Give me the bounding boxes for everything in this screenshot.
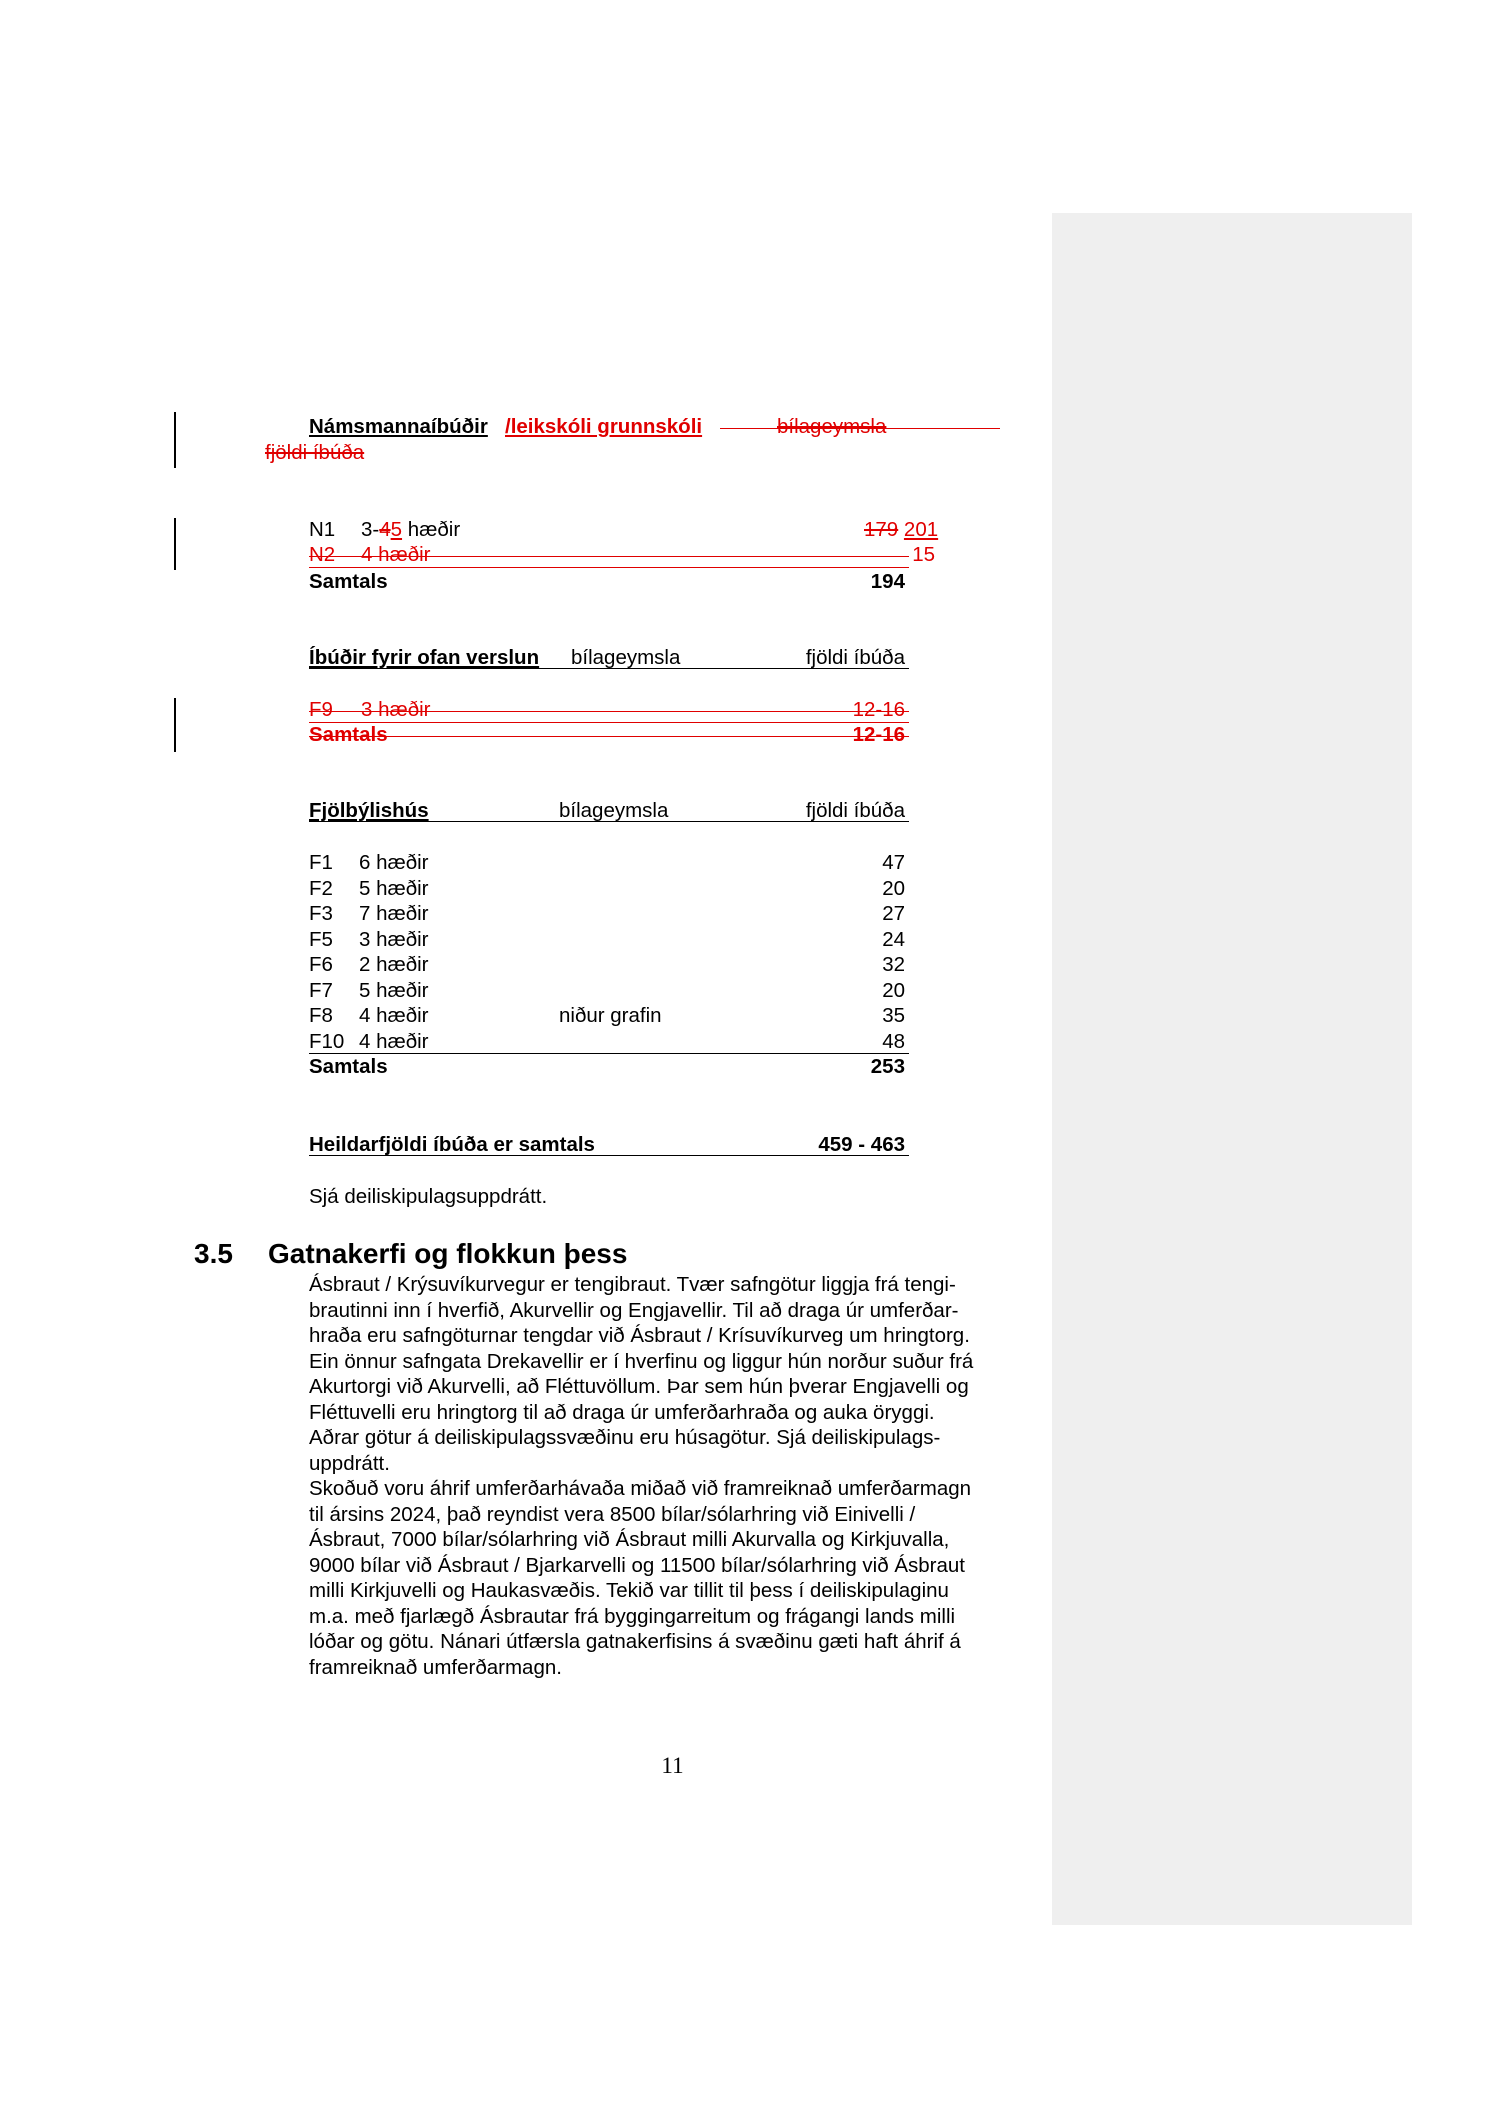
- row-count: [864, 517, 938, 543]
- table-row: [309, 876, 909, 902]
- student-housing-count-deleted: fjöldi íbúða: [265, 441, 365, 464]
- row-floors: 5 hæðir: [359, 978, 429, 1002]
- row-strike: [309, 556, 909, 557]
- table-total: [309, 569, 909, 595]
- table-row: [309, 850, 909, 876]
- section-paragraph-1: [309, 1272, 1039, 1476]
- row-count: 20: [882, 876, 905, 900]
- row-count: 12-16: [852, 698, 905, 721]
- row-floors: 7 hæðir: [359, 902, 429, 925]
- row-id: F2: [309, 876, 333, 900]
- row-floors: 3 hæðir: [361, 698, 431, 721]
- col-parking: bílageymsla: [559, 799, 669, 822]
- row-id: N1: [309, 518, 336, 541]
- table-row: [309, 1003, 909, 1029]
- row-id: F8: [309, 1004, 333, 1027]
- section-paragraph-2: [309, 1476, 1039, 1680]
- row-floors: 5 hæðir: [359, 876, 429, 900]
- row-floors: 6 hæðir: [359, 851, 429, 874]
- row-id: F1: [309, 851, 333, 874]
- paragraph-line: hraða eru safngöturnar tengdar við Ásbraut / Krísuvíkurveg um hringtorg.: [309, 1324, 970, 1347]
- row-id: F3: [309, 902, 333, 925]
- paragraph-line: 9000 bílar við Ásbraut / Bjarkarvelli og 11500 bílar/sólarhring við Ásbraut: [309, 1553, 965, 1577]
- paragraph-line: m.a. með fjarlægð Ásbrautar frá byggingarreitum og frágangi lands milli: [309, 1604, 956, 1628]
- count-inserted: 201: [903, 518, 939, 541]
- row-underline: [309, 567, 909, 568]
- row-count: 20: [882, 978, 905, 1002]
- table-row: [309, 517, 1009, 543]
- paragraph-line: brautinni inn í hverfið, Akurvellir og Engjavellir. Til að draga úr umferðar-: [309, 1298, 959, 1322]
- student-housing-parking-deleted: bílageymsla: [777, 415, 887, 438]
- header-underline: [309, 668, 909, 669]
- row-count: 15: [912, 543, 935, 566]
- paragraph-line: Fléttuvelli eru hringtorg til að draga úr umferðarhraða og auka öryggi.: [309, 1400, 935, 1424]
- row-floors: 4 hæðir: [359, 1029, 429, 1053]
- total-value: 12-16: [852, 723, 905, 746]
- row-id: F6: [309, 953, 333, 976]
- total-label: Samtals: [309, 1055, 388, 1078]
- row-count: 24: [882, 927, 905, 951]
- row-count: 48: [882, 1029, 905, 1053]
- row-id: F5: [309, 927, 333, 951]
- page-number: 11: [661, 1753, 684, 1778]
- row-strike: [309, 736, 909, 737]
- paragraph-line: framreiknað umferðarmagn.: [309, 1655, 562, 1679]
- floors-deleted: 4: [379, 518, 391, 541]
- table-row: [309, 927, 909, 953]
- row-floors: 4 hæðir: [361, 543, 431, 566]
- total-label: Samtals: [309, 570, 388, 593]
- table-row: [309, 978, 909, 1004]
- paragraph-line: Ásbraut / Krýsuvíkurvegur er tengibraut. Tvær safngötur liggja frá tengi-: [309, 1273, 956, 1296]
- table-row-deleted: [309, 542, 1009, 568]
- grand-total-value: 459 - 463: [818, 1133, 905, 1156]
- student-housing-title: Námsmannaíbúðir: [309, 415, 488, 438]
- table-row-deleted: [309, 697, 909, 723]
- floors-prefix: 3-: [361, 518, 380, 541]
- row-id: F10: [309, 1029, 345, 1053]
- header-underline: [309, 821, 909, 822]
- row-floors: 4 hæðir: [359, 1004, 429, 1027]
- table-total-deleted: [309, 722, 909, 748]
- floors-inserted: 5: [390, 518, 403, 541]
- student-housing-title-inserted: /leikskóli grunnskóli: [505, 415, 703, 438]
- total-label: Samtals: [309, 723, 388, 746]
- row-count: 27: [882, 902, 905, 925]
- deleted-rule: [720, 428, 1000, 429]
- row-id: F9: [309, 698, 333, 721]
- paragraph-line: Skoðuð voru áhrif umferðarhávaða miðað við framreiknað umferðarmagn: [309, 1477, 972, 1500]
- paragraph-line: milli Kirkjuvelli og Haukasvæðis. Tekið var tillit til þess í deiliskipulaginu: [309, 1579, 949, 1602]
- table-row: [309, 952, 909, 978]
- row-count: 35: [882, 1004, 905, 1027]
- section-number: 3.5: [194, 1238, 233, 1269]
- row-floors: 3 hæðir: [359, 927, 429, 951]
- section-title: Gatnakerfi og flokkun þess: [268, 1238, 628, 1269]
- table-total: [309, 1054, 909, 1080]
- row-count: 32: [882, 953, 905, 976]
- row-id: F7: [309, 978, 333, 1002]
- apartment-blocks-title: Fjölbýlishús: [309, 799, 429, 822]
- change-bar: [174, 698, 176, 752]
- col-count: fjöldi íbúða: [805, 646, 905, 669]
- row-count: 47: [882, 851, 905, 874]
- paragraph-line: til ársins 2024, það reyndist vera 8500 bílar/sólarhring við Einivelli /: [309, 1502, 916, 1526]
- paragraph-line: Ein önnur safngata Drekavellir er í hverfinu og liggur hún norður suður frá: [309, 1349, 974, 1373]
- above-store-title: Íbúðir fyrir ofan verslun: [309, 646, 540, 669]
- row-strike: [309, 711, 909, 712]
- grand-total-underline: [309, 1155, 909, 1156]
- student-housing-header: [309, 414, 1009, 440]
- count-deleted: 179: [864, 518, 899, 541]
- change-bar: [174, 412, 176, 468]
- table-row: [309, 901, 909, 927]
- row-parking: niður grafin: [559, 1004, 662, 1027]
- paragraph-line: Ásbraut, 7000 bílar/sólarhring við Ásbraut milli Akurvalla og Kirkjuvalla,: [309, 1528, 950, 1551]
- row-floors: [361, 517, 460, 543]
- paragraph-line: Akurtorgi við Akurvelli, að Fléttuvöllum. Þar sem hún þverar Engjavelli og: [309, 1375, 969, 1398]
- paragraph-line: uppdrátt.: [309, 1451, 390, 1475]
- col-count: fjöldi íbúða: [805, 799, 905, 822]
- change-bar: [174, 518, 176, 570]
- comment-pane: [1052, 213, 1412, 1925]
- row-floors: 2 hæðir: [359, 953, 429, 976]
- total-value: 253: [870, 1055, 905, 1078]
- see-plan-note: Sjá deiliskipulagsuppdrátt.: [309, 1185, 548, 1208]
- col-parking: bílageymsla: [571, 646, 681, 669]
- row-id: N2: [309, 543, 336, 566]
- total-value: 194: [870, 570, 905, 593]
- floors-suffix: hæðir: [402, 518, 461, 541]
- student-housing-count-heading: [265, 440, 465, 466]
- grand-total-label: Heildarfjöldi íbúða er samtals: [309, 1133, 595, 1156]
- paragraph-line: Aðrar götur á deiliskipulagssvæðinu eru húsagötur. Sjá deiliskipulags-: [309, 1426, 941, 1449]
- paragraph-line: lóðar og götu. Nánari útfærsla gatnakerfisins á svæðinu gæti haft áhrif á: [309, 1630, 961, 1653]
- table-row: [309, 1029, 909, 1055]
